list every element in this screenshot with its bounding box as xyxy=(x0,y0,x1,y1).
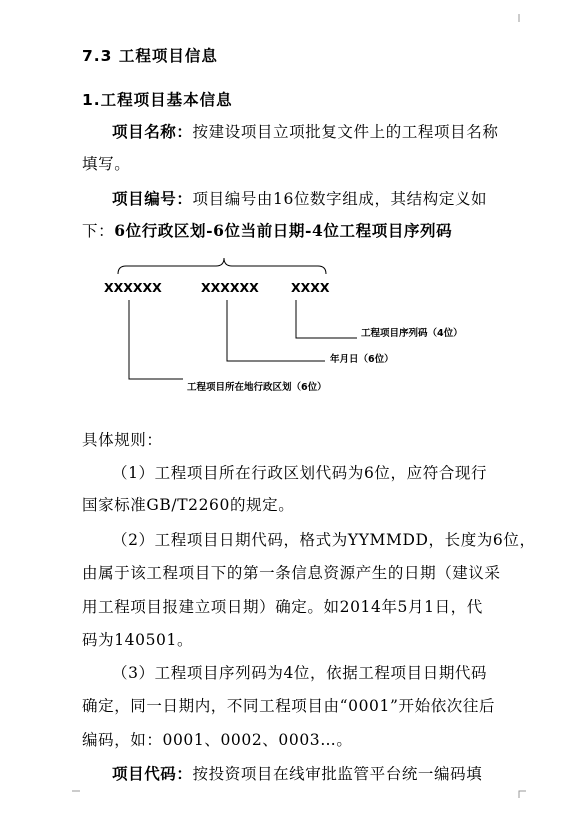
segment-date: XXXXXX xyxy=(201,280,259,295)
rule-2-line-1: （2）工程项目日期代码，格式为YYMMDD，长度为6位， xyxy=(112,531,536,549)
connector-sequence xyxy=(296,300,357,338)
project-number-text: 项目编号由16位数字组成，其结构定义如 xyxy=(192,190,488,208)
project-name-label: 项目名称： xyxy=(112,122,193,141)
project-code-paragraph xyxy=(112,762,482,784)
project-name-text: 按建设项目立项批复文件上的工程项目名称 xyxy=(192,123,499,141)
rule-3-line-2: 确定，同一日期内，不同工程项目由“0001”开始依次往后 xyxy=(82,697,496,715)
project-code-label: 项目代码： xyxy=(112,764,193,783)
label-date: 年月日（6位） xyxy=(330,354,394,365)
rule-1-line-2: 国家标准GB/T2260的规定。 xyxy=(82,496,295,514)
rule-3-line-1: （3）工程项目序列码为4位，依据工程项目日期代码 xyxy=(112,664,488,682)
overall-brace xyxy=(118,258,326,274)
project-number-label: 项目编号： xyxy=(112,189,193,208)
rule-2-line-4: 码为140501。 xyxy=(82,631,194,649)
structure-definition: 6位行政区划-6位当前日期-4位工程项目序列码 xyxy=(114,221,453,240)
rules-heading: 具体规则： xyxy=(82,431,163,449)
project-code-text: 按投资项目在线审批监管平台统一编码填 xyxy=(192,765,483,783)
connector-region xyxy=(129,300,183,379)
label-sequence: 工程项目序列码（4位） xyxy=(361,328,463,339)
structure-prefix: 下： xyxy=(82,222,115,240)
rule-1-line-1: （1）工程项目所在行政区划代码为6位，应符合现行 xyxy=(112,464,488,482)
subsection-title: 1.工程项目基本信息 xyxy=(82,91,233,109)
section-title: 7.3 工程项目信息 xyxy=(82,47,218,65)
project-name-text-cont: 填写。 xyxy=(82,155,131,173)
rule-3-line-3: 编码，如：0001、0002、0003…。 xyxy=(82,731,353,749)
rule-2-line-2: 由属于该工程项目下的第一条信息资源产生的日期（建议采 xyxy=(82,564,501,582)
rule-2-line-3: 用工程项目报建立项日期）确定。如2014年5月1日，代 xyxy=(82,598,483,616)
segment-region: XXXXXX xyxy=(104,280,162,295)
label-region: 工程项目所在地行政区划（6位） xyxy=(187,382,327,393)
segment-sequence: XXXX xyxy=(291,280,330,295)
connector-date xyxy=(227,300,325,361)
